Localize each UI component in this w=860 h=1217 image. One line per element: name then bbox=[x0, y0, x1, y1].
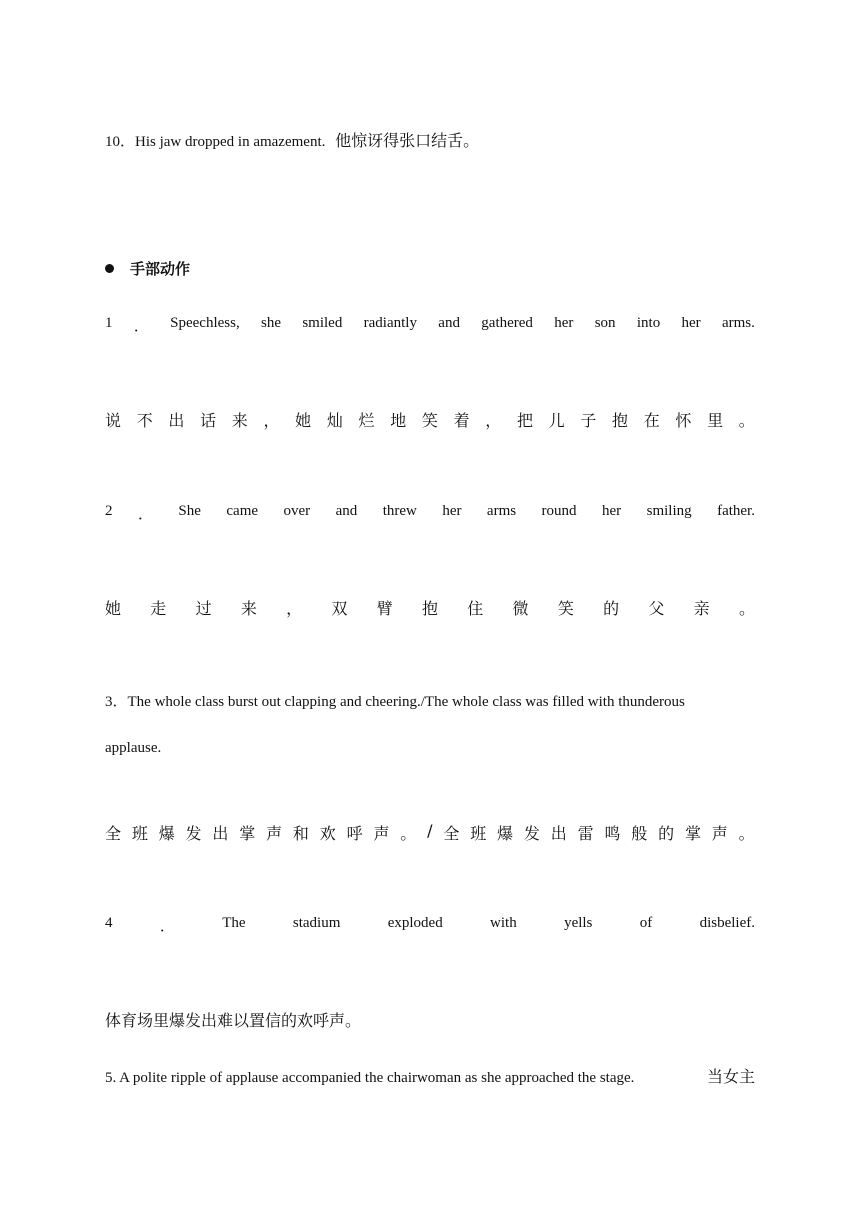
character: 。 bbox=[738, 824, 755, 843]
word: and bbox=[335, 503, 358, 519]
sentence-3-chinese bbox=[105, 821, 755, 844]
character: 班 bbox=[131, 824, 148, 843]
word: gathered bbox=[481, 315, 533, 331]
character: 爆 bbox=[158, 824, 175, 843]
character: ， bbox=[286, 599, 303, 618]
character: 。 bbox=[400, 824, 417, 843]
character: 掌 bbox=[684, 824, 701, 843]
character: 灿 bbox=[326, 411, 343, 430]
character: 说 bbox=[105, 411, 122, 430]
word: her bbox=[602, 503, 622, 519]
word: father. bbox=[717, 503, 755, 519]
character: 来 bbox=[240, 599, 257, 618]
word: she bbox=[261, 315, 282, 331]
sentence-1-english bbox=[105, 315, 755, 336]
word: and bbox=[438, 315, 460, 331]
word: She bbox=[178, 503, 201, 519]
word: disbelief. bbox=[699, 915, 755, 931]
word: arms. bbox=[721, 315, 755, 331]
word: son bbox=[594, 315, 616, 331]
word: her bbox=[554, 315, 574, 331]
sentence-2-english bbox=[105, 503, 755, 524]
word: ． bbox=[133, 319, 149, 335]
word: came bbox=[226, 503, 259, 519]
character: 发 bbox=[185, 824, 202, 843]
character: 。 bbox=[738, 411, 755, 430]
character: 儿 bbox=[548, 411, 565, 430]
character: 走 bbox=[150, 599, 167, 618]
word: Speechless, bbox=[170, 315, 240, 331]
bullet-icon bbox=[105, 264, 114, 273]
character: 抱 bbox=[421, 599, 438, 618]
sentence-1-chinese bbox=[105, 408, 755, 431]
sentence-4-english bbox=[105, 915, 755, 936]
character: 亲 bbox=[693, 599, 710, 618]
character: 鸣 bbox=[604, 824, 621, 843]
word: her bbox=[681, 315, 701, 331]
character: 臂 bbox=[376, 599, 393, 618]
character: 住 bbox=[467, 599, 484, 618]
word: The bbox=[222, 915, 246, 931]
character: 她 bbox=[105, 599, 122, 618]
character: 全 bbox=[105, 824, 122, 843]
word: her bbox=[442, 503, 462, 519]
word: arms bbox=[486, 503, 517, 519]
character: 般 bbox=[631, 824, 648, 843]
character: ， bbox=[485, 411, 502, 430]
character: 的 bbox=[658, 824, 675, 843]
character: 过 bbox=[195, 599, 212, 618]
sentence-5 bbox=[105, 1064, 755, 1087]
character: 双 bbox=[331, 599, 348, 618]
character: 笑 bbox=[421, 411, 438, 430]
sentence-10-english: 10．His jaw dropped in amazement. bbox=[105, 134, 326, 150]
word: ． bbox=[159, 919, 175, 935]
character: 掌 bbox=[239, 824, 256, 843]
character: 呼 bbox=[346, 824, 363, 843]
word: of bbox=[639, 915, 653, 931]
character: 父 bbox=[648, 599, 665, 618]
word: smiling bbox=[646, 503, 692, 519]
sentence-10-chinese: 他惊讶得张口结舌。 bbox=[335, 131, 480, 150]
character: 怀 bbox=[675, 411, 692, 430]
character: / bbox=[427, 821, 433, 840]
character: 微 bbox=[512, 599, 529, 618]
character: ， bbox=[263, 411, 280, 430]
character: 全 bbox=[443, 824, 460, 843]
character: 笑 bbox=[557, 599, 574, 618]
word: exploded bbox=[387, 915, 443, 931]
character: 欢 bbox=[319, 824, 336, 843]
word: round bbox=[541, 503, 577, 519]
character: 烂 bbox=[358, 411, 375, 430]
character: 的 bbox=[603, 599, 620, 618]
word: threw bbox=[382, 503, 417, 519]
sentence-4-chinese: 体育场里爆发出难以置信的欢呼声。 bbox=[105, 1011, 362, 1030]
character: 着 bbox=[453, 411, 470, 430]
character: 和 bbox=[292, 824, 309, 843]
character: 来 bbox=[231, 411, 248, 430]
character: 话 bbox=[200, 411, 217, 430]
section-heading bbox=[105, 258, 190, 279]
word: 2 bbox=[105, 503, 113, 519]
character: 发 bbox=[523, 824, 540, 843]
character: 出 bbox=[212, 824, 229, 843]
section-title: 手部动作 bbox=[130, 260, 191, 278]
character: 。 bbox=[738, 599, 755, 618]
word: with bbox=[490, 915, 517, 931]
sentence-5-english: 5. A polite ripple of applause accompanied the chairwoman as she approached the stage. bbox=[105, 1070, 635, 1086]
character: 声 bbox=[266, 824, 283, 843]
character: 里 bbox=[707, 411, 724, 430]
character: 她 bbox=[295, 411, 312, 430]
character: 出 bbox=[168, 411, 185, 430]
character: 声 bbox=[711, 824, 728, 843]
character: 把 bbox=[516, 411, 533, 430]
character: 不 bbox=[136, 411, 153, 430]
word: into bbox=[636, 315, 661, 331]
character: 出 bbox=[550, 824, 567, 843]
word: over bbox=[283, 503, 311, 519]
character: 声 bbox=[373, 824, 390, 843]
character: 雷 bbox=[577, 824, 594, 843]
character: 子 bbox=[580, 411, 597, 430]
sentence-10 bbox=[105, 128, 755, 151]
character: 抱 bbox=[612, 411, 629, 430]
word: 4 bbox=[105, 915, 113, 931]
sentence-2-chinese bbox=[105, 596, 755, 619]
word: ． bbox=[137, 507, 153, 523]
character: 在 bbox=[643, 411, 660, 430]
character: 爆 bbox=[497, 824, 514, 843]
word: radiantly bbox=[363, 315, 417, 331]
character: 地 bbox=[390, 411, 407, 430]
word: smiled bbox=[302, 315, 343, 331]
sentence-3-english-line-2: applause. bbox=[105, 740, 162, 756]
sentence-5-chinese-start: 当女主 bbox=[706, 1067, 755, 1086]
character: 班 bbox=[470, 824, 487, 843]
word: yells bbox=[564, 915, 593, 931]
word: stadium bbox=[292, 915, 341, 931]
sentence-3-english-line-1: 3．The whole class burst out clapping and cheering./The whole class was filled with thunderous bbox=[105, 694, 685, 710]
word: 1 bbox=[105, 315, 113, 331]
